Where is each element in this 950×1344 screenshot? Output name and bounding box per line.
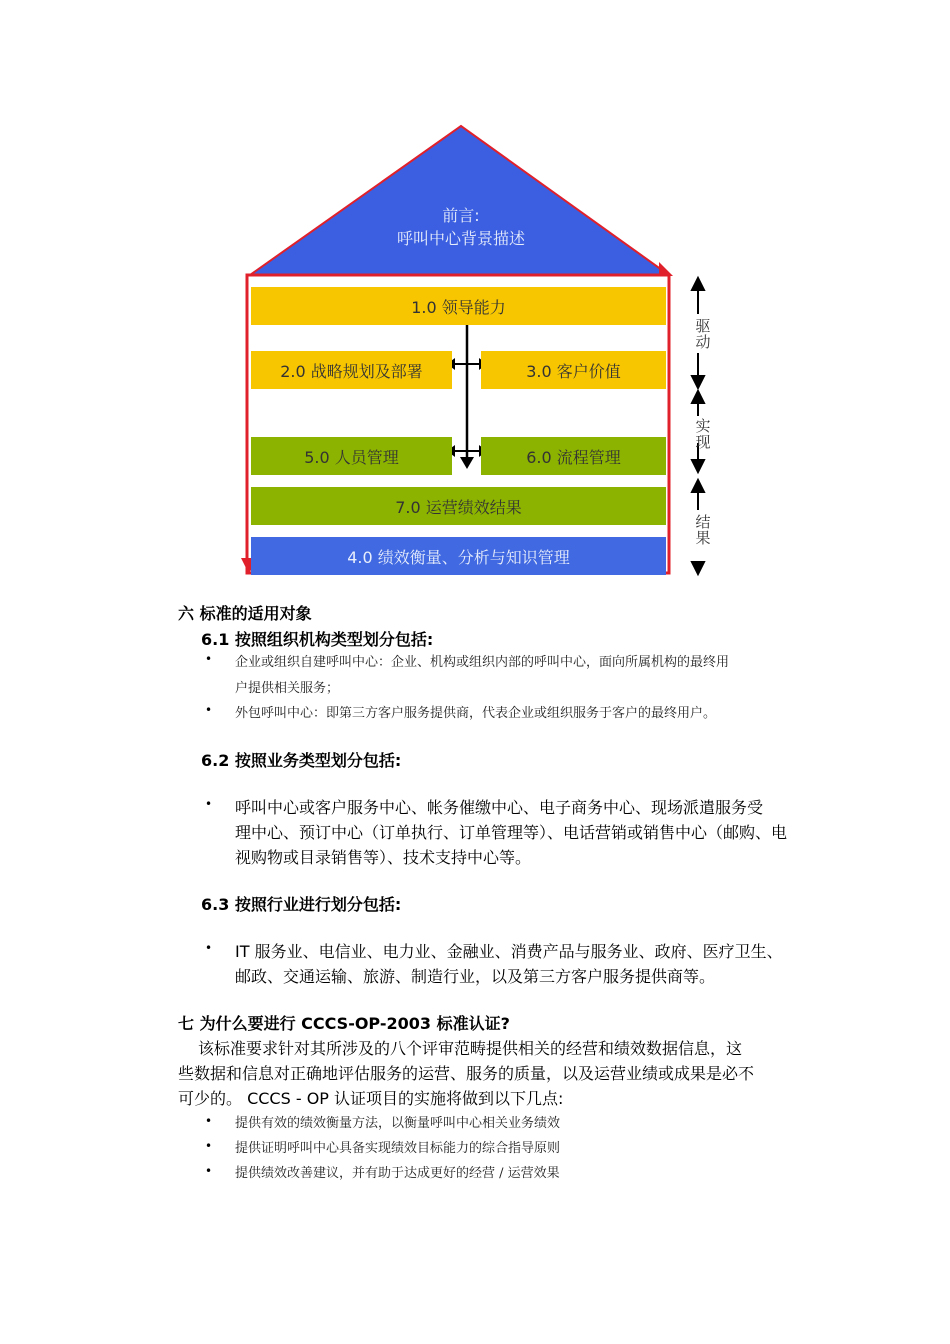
box-process-label: 6.0 流程管理 (526, 447, 621, 467)
s62-line3: 视购物或目录销售等）、技术支持中心等。 (235, 848, 532, 867)
label-drive: 驱动 (695, 317, 711, 351)
bullet-dot: • (205, 1114, 213, 1128)
section6-3-title: 6.3 按照行业进行划分包括: (201, 895, 402, 914)
bullet-dot: • (205, 703, 213, 717)
s7-paragraph-line3: 可少的。 CCCS - OP 认证项目的实施将做到以下几点: (178, 1089, 564, 1108)
bullet-dot: • (205, 797, 213, 811)
box-customer-value-label: 3.0 客户价值 (526, 361, 621, 381)
s61-bullet1-line1: 企业或组织自建呼叫中心：企业、机构或组织内部的呼叫中心，面向所属机构的最终用 (235, 655, 730, 670)
roof-subtitle: 呼叫中心背景描述 (396, 229, 525, 248)
section6-title: 六 标准的适用对象 (178, 604, 312, 623)
box-people (251, 437, 452, 475)
s7-paragraph-line2: 些数据和信息对正确地评估服务的运营、服务的质量，以及运营业绩或成果是必不 (178, 1064, 755, 1083)
box-process (481, 437, 666, 475)
label-result: 结果 (695, 513, 711, 547)
s62-line2: 理中心、预订中心（订单执行、订单管理等）、电话营销或销售中心（邮购、电 (235, 823, 788, 842)
s61-bullet1-line2: 户提供相关服务； (235, 681, 340, 696)
box-strategy-label: 2.0 战略规划及部署 (280, 361, 423, 381)
s7-paragraph-line1: 该标准要求针对其所涉及的八个评审范畴提供相关的经营和绩效数据信息，这 (198, 1039, 743, 1058)
s61-bullet2: 外包呼叫中心：即第三方客户服务提供商，代表企业或组织服务于客户的最终用户。 (235, 706, 717, 721)
box-customer-value (481, 351, 666, 389)
box-people-label: 5.0 人员管理 (304, 447, 399, 467)
right-arrow-head (659, 262, 673, 276)
house-diagram (236, 118, 726, 584)
s63-line2: 邮政、交通运输、旅游、制造行业，以及第三方客户服务提供商等。 (235, 967, 716, 986)
section6-1-title: 6.1 按照组织机构类型划分包括: (201, 630, 434, 649)
s62-line1: 呼叫中心或客户服务中心、帐务催缴中心、电子商务中心、现场派遣服务受 (235, 798, 764, 817)
bullet-dot: • (205, 1164, 213, 1178)
label-realize: 实现 (695, 417, 711, 451)
box-results (251, 487, 666, 525)
section6-2-title: 6.2 按照业务类型划分包括: (201, 751, 402, 770)
roof-title: 前言: (442, 206, 480, 225)
s7-bullet1: 提供有效的绩效衡量方法，以衡量呼叫中心相关业务绩效 (235, 1116, 561, 1131)
roof-shape (250, 126, 669, 275)
bullet-dot: • (205, 652, 213, 666)
bullet-dot: • (205, 1139, 213, 1153)
s63-line1: IT 服务业、电信业、电力业、金融业、消费产品与服务业、政府、医疗卫生、 (235, 942, 783, 961)
section7-title: 七 为什么要进行 CCCS-OP-2003 标准认证? (178, 1014, 510, 1033)
box-measurement-label: 4.0 绩效衡量、分析与知识管理 (347, 547, 570, 567)
s7-bullet2: 提供证明呼叫中心具备实现绩效目标能力的综合指导原则 (235, 1141, 561, 1156)
box-results-label: 7.0 运营绩效结果 (395, 497, 522, 517)
box-leadership-label: 1.0 领导能力 (411, 297, 506, 317)
box-measurement (251, 537, 666, 575)
s7-bullet3: 提供绩效改善建议，并有助于达成更好的经营 / 运营效果 (235, 1166, 560, 1181)
box-leadership (251, 287, 666, 325)
bullet-dot: • (205, 941, 213, 955)
box-strategy (251, 351, 452, 389)
